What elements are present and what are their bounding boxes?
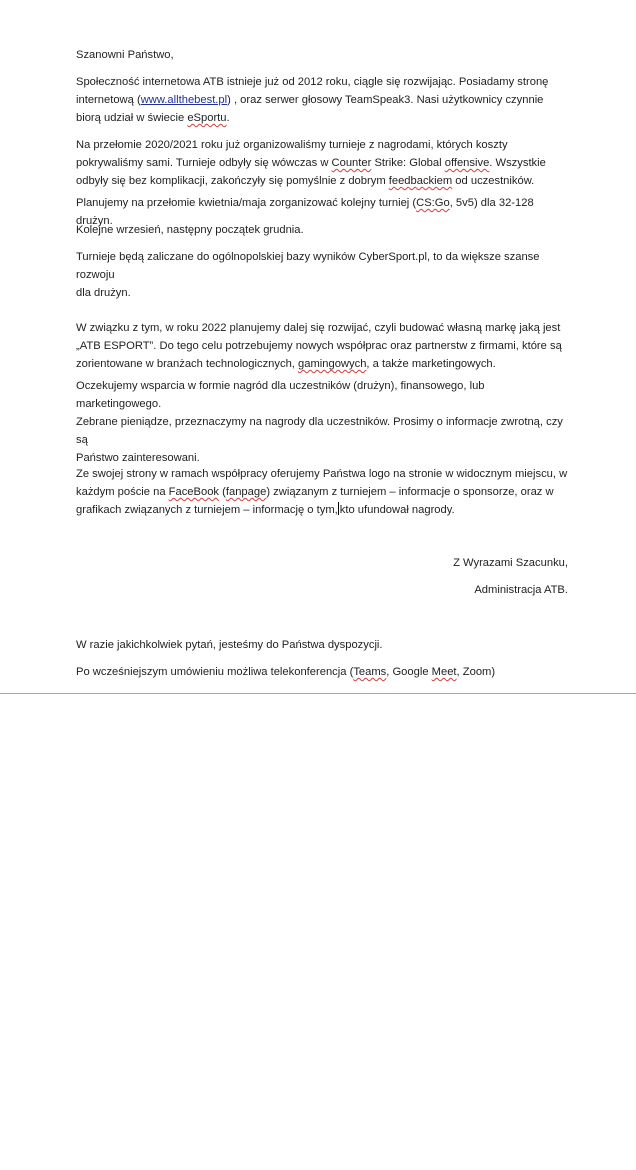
text-line: Turnieje będą zaliczane do ogólnopolskiej bazy wyników CyberSport.pl, to da większe szanse rozwoju xyxy=(76,251,540,281)
text-run: ) , oraz serwer głosowy TeamSpeak3. Nasi użytkownicy czynnie xyxy=(227,94,544,106)
text-line xyxy=(76,663,568,681)
paragraph-cybersport xyxy=(76,248,568,302)
text-line: Ze swojej strony w ramach współpracy oferujemy Państwa logo na stronie w widocznym miejscu, w xyxy=(76,468,568,480)
text-line: Kolejne wrzesień, następny początek grudnia. xyxy=(76,224,304,236)
text-run: , 5v5) dla 32-128 drużyn. xyxy=(76,197,534,227)
text-run: Planujemy na przełomie kwietnia/maja zorganizować kolejny turniej ( xyxy=(76,197,417,209)
text-line: Na przełomie 2020/2021 roku już organizowaliśmy turnieje z nagrodami, których koszty xyxy=(76,139,508,151)
spellcheck-word[interactable]: feedbackiem xyxy=(388,175,453,187)
text-run: . Wszystkie xyxy=(489,157,546,169)
paragraph-history xyxy=(76,136,568,190)
text-run: zorientowane w branżach technologicznych, xyxy=(76,358,299,370)
spellcheck-word[interactable]: gamingowych xyxy=(298,358,367,370)
greeting-text: Szanowni Państwo, xyxy=(76,49,174,61)
text-run: od uczestników. xyxy=(452,175,535,187)
spellcheck-word[interactable]: CS:Go xyxy=(416,197,450,209)
spellcheck-word[interactable]: FaceBook xyxy=(168,486,220,498)
text-run: ) związanym z turniejem – informacje o sponsorze, oraz w xyxy=(266,486,554,498)
greeting xyxy=(76,46,568,64)
text-run: pokrywaliśmy sami. Turnieje odbyły się wówczas w xyxy=(76,157,332,169)
text-run: ( xyxy=(219,486,226,498)
signature-line: Administracja ATB. xyxy=(474,584,568,596)
page-boundary xyxy=(0,693,636,694)
paragraph-intro xyxy=(76,73,568,127)
paragraph-questions xyxy=(76,636,568,654)
closing xyxy=(76,554,568,572)
text-cursor xyxy=(338,502,339,515)
text-run: każdym poście na xyxy=(76,486,169,498)
paragraph-support xyxy=(76,377,568,467)
text-line: Oczekujemy wsparcia w formie nagród dla uczestników (drużyn), finansowego, lub marketingowego. xyxy=(76,380,485,410)
spellcheck-word[interactable]: fanpage xyxy=(225,486,267,498)
text-run: grafikach związanych z turniejem – informację o tym, xyxy=(76,504,338,516)
text-run: . xyxy=(226,112,230,124)
text-run: Po wcześniejszym umówieniu możliwa telekonferencja ( xyxy=(76,666,354,678)
text-line xyxy=(76,172,568,190)
paragraph-brand xyxy=(76,319,568,373)
text-run: kto ufundował nagrody. xyxy=(339,504,455,516)
website-link[interactable]: www.allthebest.pl xyxy=(140,94,228,106)
text-line: W związku z tym, w roku 2022 planujemy dalej się rozwijać, czyli budować własną markę jaką jest xyxy=(76,322,561,334)
text-line: „ATB ESPORT”. Do tego celu potrzebujemy nowych współprac oraz partnerstw z firmami, które są xyxy=(76,340,562,352)
spellcheck-word[interactable]: Counter xyxy=(331,157,372,169)
text-line: dla drużyn. xyxy=(76,287,131,299)
text-line: W razie jakichkolwiek pytań, jesteśmy do Państwa dyspozycji. xyxy=(76,639,383,651)
text-run: Strike: Global xyxy=(371,157,445,169)
text-run: biorą udział w świecie xyxy=(76,112,188,124)
text-run: odbyły się bez komplikacji, zakończyły się pomyślnie z dobrym xyxy=(76,175,389,187)
text-line xyxy=(76,109,568,127)
text-line xyxy=(76,483,568,501)
text-run: , Zoom) xyxy=(456,666,496,678)
text-line xyxy=(76,355,568,373)
text-line xyxy=(76,154,568,172)
signature xyxy=(76,581,568,599)
text-line: Zebrane pieniądze, przeznaczymy na nagrody dla uczestników. Prosimy o informacje zwrotną, czy są xyxy=(76,416,563,446)
text-run: , a także marketingowych. xyxy=(366,358,496,370)
spellcheck-word[interactable]: Teams xyxy=(353,666,387,678)
closing-line: Z Wyrazami Szacunku, xyxy=(453,557,568,569)
paragraph-next xyxy=(76,221,568,239)
text-line xyxy=(76,91,568,109)
paragraph-telecon xyxy=(76,663,568,681)
paragraph-offer xyxy=(76,465,568,519)
text-line: Państwo zainteresowani. xyxy=(76,452,200,464)
text-run: internetową ( xyxy=(76,94,141,106)
spellcheck-word[interactable]: Meet xyxy=(431,666,457,678)
text-line xyxy=(76,501,568,519)
spellcheck-word[interactable]: eSportu xyxy=(187,112,227,124)
text-line: Społeczność internetowa ATB istnieje już od 2012 roku, ciągle się rozwijając. Posiadamy stronę xyxy=(76,76,549,88)
text-run: , Google xyxy=(386,666,432,678)
spellcheck-word[interactable]: offensive xyxy=(444,157,490,169)
